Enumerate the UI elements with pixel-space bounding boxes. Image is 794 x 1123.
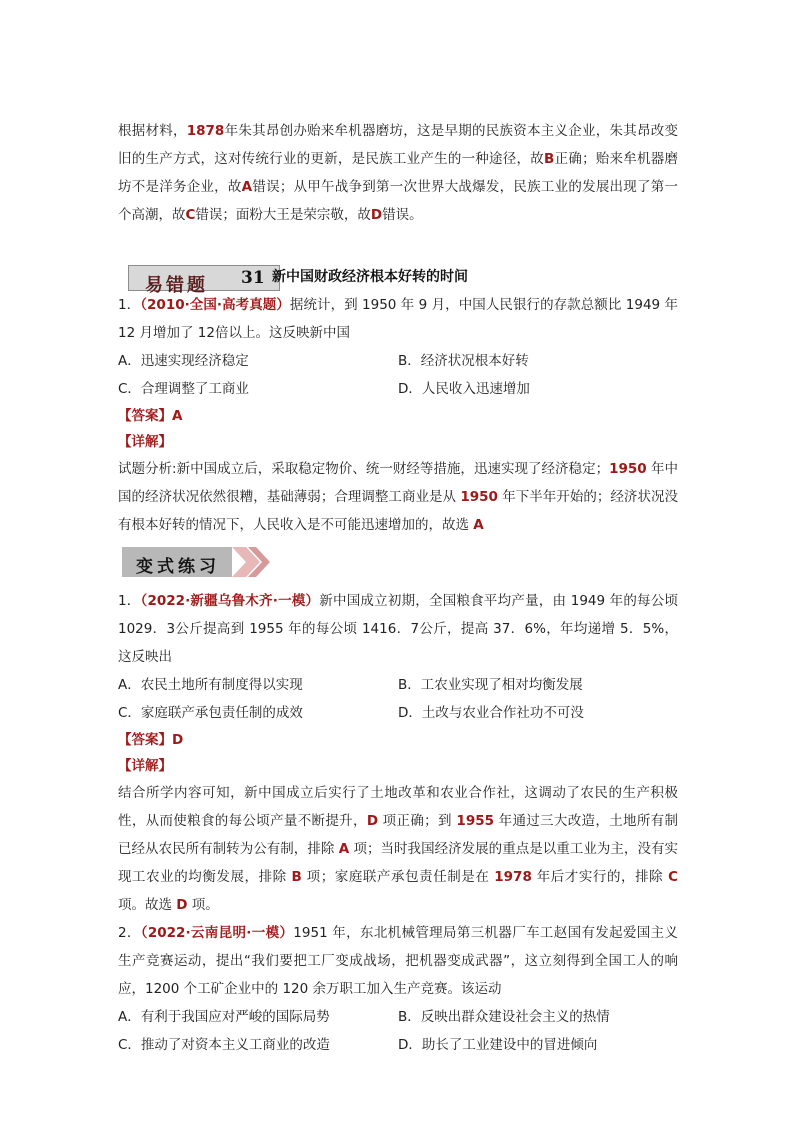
explanation-text: 年通过三大改造，土地所有制已经从农民所有制转为公有制，排除 [118, 813, 679, 857]
intro-highlight: B [544, 151, 555, 167]
options-grid [118, 671, 678, 727]
intro-text: ；贻来牟机器磨坊不是洋务企业，故 [118, 151, 679, 195]
question-source: （2022·新疆乌鲁木齐·一模） [140, 593, 320, 609]
question-block [118, 291, 678, 539]
explanation-highlight: 1950 [609, 461, 647, 477]
intro-text: 正确 [554, 151, 583, 167]
option-b: B．经济状况根本好转 [398, 353, 529, 369]
question-text: 据统计，到 1950 年 9 月，中国人民银行的存款总额比 1949 年 12 月增加了 12倍以上。这反映新中国 [118, 297, 678, 341]
banner-badge [128, 265, 280, 296]
options-grid [118, 347, 678, 403]
variant-title: 变式练习 [136, 557, 220, 577]
question-stem [118, 919, 678, 1003]
chevron-right-icon [232, 547, 272, 577]
explanation-highlight: A [338, 841, 350, 857]
intro-text: 错误。 [382, 207, 423, 223]
intro-text: 错误；从甲午战争到第一次世界大战爆发，民族工业的发展出现了第一个高潮，故 [118, 179, 679, 223]
banner-number: 31 [241, 268, 265, 288]
explanation-text: 项；家庭联产承包责任制是在 [301, 869, 495, 885]
question-number: 1． [118, 593, 141, 609]
intro-paragraph [118, 117, 678, 229]
error-prone-banner [118, 259, 678, 296]
intro-text: 根据材料， [118, 123, 187, 139]
explanation-highlight: 1978 [494, 869, 532, 885]
option-a: A．农民土地所有制度得以实现 [118, 677, 303, 693]
explanation-highlight: A [473, 517, 484, 533]
explanation [118, 455, 678, 539]
option-b: B．工农业实现了相对均衡发展 [398, 677, 583, 693]
option-d: D．助长了工业建设中的冒进倾向 [398, 1037, 598, 1053]
question-source: （2010·全国·高考真题） [140, 297, 290, 313]
question-text: 1951 年，东北机械管理局第三机器厂车工赵国有发起爱国主义生产竞赛运动，提出“我们要把工厂变成战场，把机器变成武器”，这立刻得到全国工人的响应，1200 个工矿企业中的 120 余万职工加入生产竞赛。该运动 [118, 925, 678, 997]
explanation-highlight: D [176, 897, 188, 913]
explanation-highlight: C [668, 869, 678, 885]
banner-topic: 新中国财政经济根本好转的时间 [272, 269, 468, 285]
question-stem [118, 291, 678, 347]
question-block [118, 587, 678, 919]
answer-line [118, 403, 678, 429]
variant-practice-banner [118, 543, 678, 581]
explanation-highlight: 1955 [456, 813, 494, 829]
question-number: 2． [118, 925, 141, 941]
detail-label: 【详解】 [118, 758, 172, 774]
option-c: C．推动了对资本主义工商业的改造 [118, 1037, 330, 1053]
variant-tag [122, 547, 232, 577]
intro-highlight: D [370, 207, 383, 223]
intro-text: 错误；面粉大王是荣宗敬，故 [195, 207, 371, 223]
explanation-highlight: B [291, 869, 302, 885]
option-c: C．家庭联产承包责任制的成效 [118, 705, 303, 721]
explanation-text: 项。故选 [118, 897, 177, 913]
intro-highlight: A [241, 179, 253, 195]
intro-highlight: 1878 [186, 123, 225, 139]
explanation-text: 年后才实行的，排除 [531, 869, 669, 885]
option-a: A．迅速实现经济稳定 [118, 353, 249, 369]
explanation-highlight: D [366, 813, 379, 829]
options-grid [118, 1003, 678, 1059]
page-content [118, 0, 678, 1059]
explanation-highlight: 1950 [460, 489, 498, 505]
option-a: A．有利于我国应对严峻的国际局势 [118, 1009, 330, 1025]
explanation-text: 结合所学内容可知，新中国成立后实行了土地改革和农业合作社，这调动了农民的生产积极性，从而使粮食的每公顷产量不断提升， [118, 785, 678, 829]
question-number: 1． [118, 297, 141, 313]
answer-line [118, 727, 678, 753]
answer-value: A [172, 408, 183, 424]
explanation-text: 项。 [187, 897, 219, 913]
explanation-text: 年中国的经济状况依然很糟，基础薄弱；合理调整工商业是从 [118, 461, 678, 505]
question-text: 新中国成立初期，全国粮食平均产量，由 1949 年的每公顷 1029．3公斤提高到 1955 年的每公顷 1416．7公斤，提高 37．6%，年均递增 5．5%，这反映出 [118, 593, 678, 665]
explanation-text: 试题分析:新中国成立后，采取稳定物价、统一财经等措施，迅速实现了经济稳定； [118, 461, 610, 477]
detail-label: 【详解】 [118, 434, 172, 450]
question-block [118, 919, 678, 1059]
option-d: D．人民收入迅速增加 [398, 381, 530, 397]
explanation [118, 779, 678, 919]
answer-label: 【答案】 [118, 408, 172, 424]
question-source: （2022·云南昆明·一模） [140, 925, 294, 941]
option-d: D．土改与农业合作社功不可没 [398, 705, 584, 721]
intro-highlight: C [185, 207, 196, 223]
banner-title: 易错题 [145, 275, 208, 296]
explanation-text: 年下半年开始的；经济状况没有根本好转的情况下，人民收入是不可能迅速增加的，故选 [118, 489, 678, 533]
intro-text: 年朱其昂创办贻来牟机器磨坊，这是早期的民族资本主义企业，朱其昂改变旧的生产方式，这对传统行业的更新，是民族工业产生的一种途径，故 [118, 123, 679, 167]
explanation-text: 项正确；到 [378, 813, 457, 829]
option-b: B．反映出群众建设社会主义的热情 [398, 1009, 610, 1025]
question-stem [118, 587, 678, 671]
explanation-text: 项；当时我国经济发展的重点是以重工业为主，没有实现工农业的均衡发展，排除 [118, 841, 678, 885]
answer-label: 【答案】 [118, 732, 172, 748]
option-c: C．合理调整了工商业 [118, 381, 249, 397]
answer-value: D [172, 732, 184, 748]
